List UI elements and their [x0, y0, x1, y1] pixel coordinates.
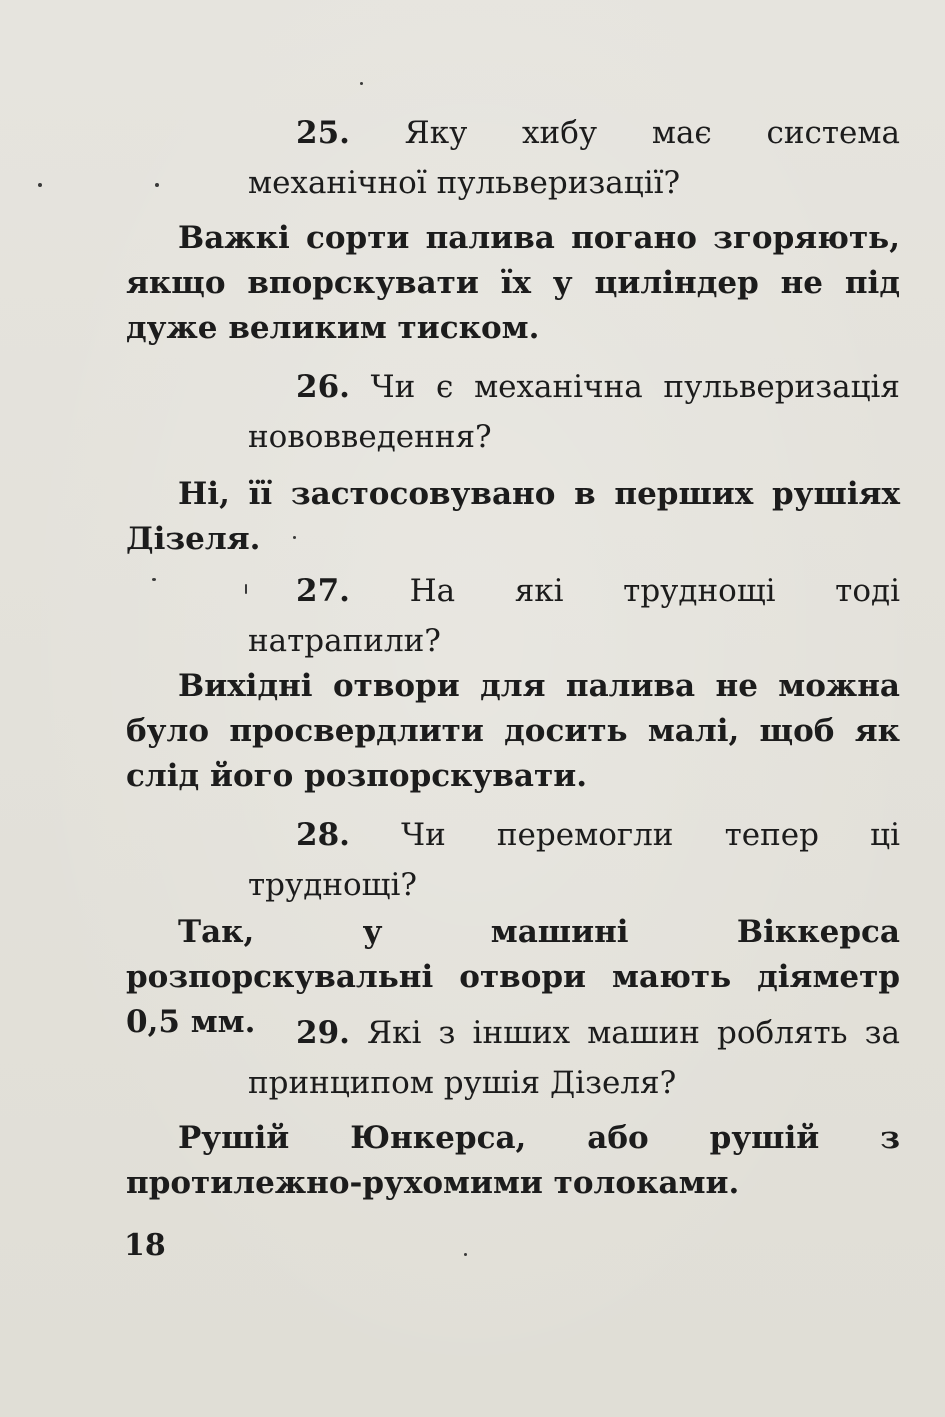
- ink-speck: [293, 536, 296, 539]
- ink-speck: [245, 584, 247, 594]
- question-25: [248, 108, 900, 208]
- answer-26: Ні, її застосовувано в перших рушіях Дізеля.: [126, 476, 900, 557]
- question-29: [248, 1008, 900, 1108]
- answer-29: Рушій Юнкерса, або рушій з протилежно-рухомими толоками.: [126, 1120, 900, 1201]
- page-number: 18: [124, 1228, 166, 1263]
- question-text: Чи є механічна пульверизація нововведення?: [248, 369, 900, 455]
- question-27: [248, 566, 900, 666]
- ink-speck: [38, 183, 42, 187]
- answer-27: Вихідні отвори для палива не можна було просвердлити досить малі, щоб як слід його розпорскувати.: [126, 668, 900, 794]
- question-text: Чи перемогли тепер ці труднощі?: [248, 817, 900, 903]
- question-number: 27.: [296, 573, 350, 609]
- question-28: [248, 810, 900, 910]
- ink-speck: [152, 578, 156, 581]
- question-text: Які з інших машин роблять за принципом рушія Дізеля?: [248, 1015, 900, 1101]
- answer-25: Важкі сорти палива погано згоряють, якщо впорскувати їх у циліндер не під дуже великим тиском.: [126, 220, 900, 346]
- ink-speck: [464, 1253, 467, 1256]
- question-text: На які труднощі тоді натрапили?: [248, 573, 900, 659]
- ink-speck: [360, 82, 363, 85]
- question-number: 25.: [296, 115, 350, 151]
- answer-28: Так, у машині Віккерса розпорскувальні отвори мають діяметр 0,5 мм.: [126, 914, 900, 1040]
- question-text: Яку хибу має система механічної пульверизації?: [248, 115, 900, 201]
- question-number: 29.: [296, 1015, 350, 1051]
- question-number: 26.: [296, 369, 350, 405]
- question-number: 28.: [296, 817, 350, 853]
- ink-speck: [155, 183, 159, 187]
- question-26: [248, 362, 900, 462]
